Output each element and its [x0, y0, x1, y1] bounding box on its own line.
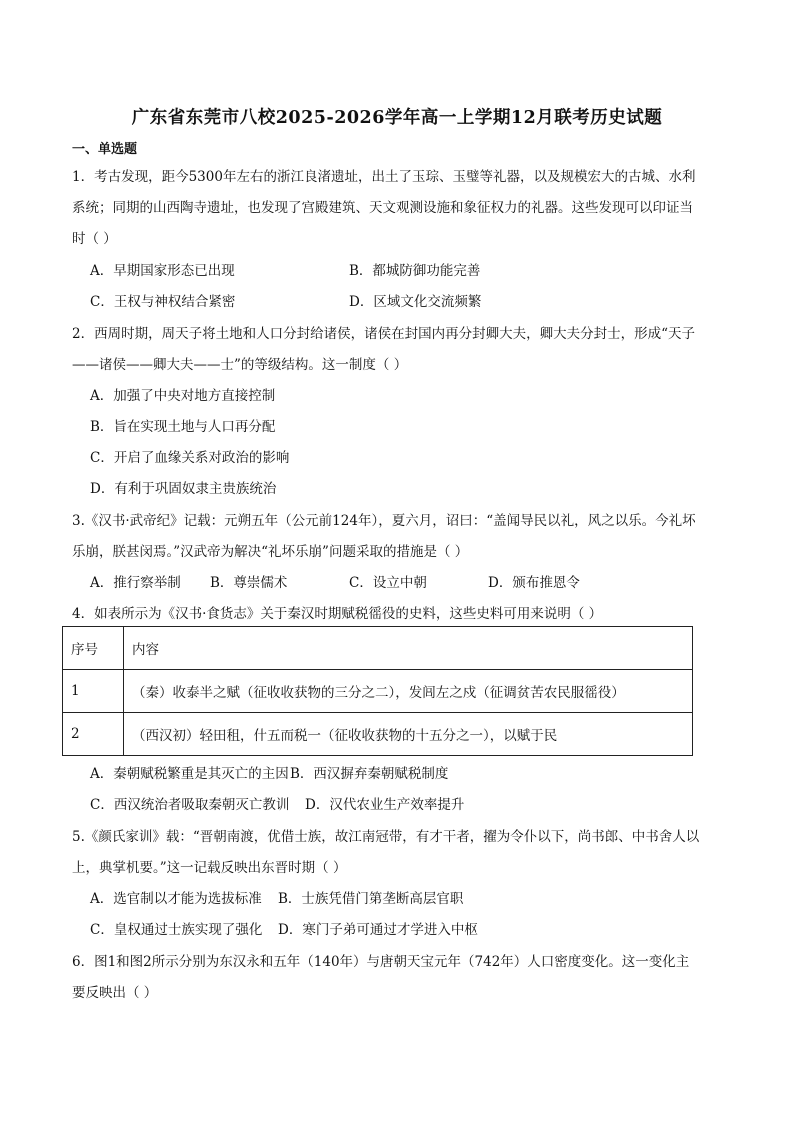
table-header-row: [63, 627, 693, 670]
q4-option-d[interactable]: D．汉代农业生产效率提升: [305, 797, 465, 813]
q3-option-b[interactable]: B．尊崇儒术: [210, 575, 288, 591]
q3-option-c[interactable]: C．设立中朝: [349, 575, 427, 591]
q1-option-b[interactable]: B．都城防御功能完善: [349, 263, 481, 279]
q1-option-d[interactable]: D．区域文化交流频繁: [349, 294, 482, 310]
table-cell: （秦）收泰半之赋（征收收获物的三分之二），发闾左之戍（征调贫苦农民服徭役）: [124, 670, 693, 713]
q2-option-a[interactable]: A．加强了中央对地方直接控制: [90, 388, 276, 404]
q6-stem-line-1: 6．图1和图2所示分别为东汉永和五年（140年）与唐朝天宝元年（742年）人口密度变化。这一变化主: [72, 954, 690, 970]
q4-option-b[interactable]: B．西汉摒弃秦朝赋税制度: [290, 766, 449, 782]
q2-stem-line-2: ——诸侯——卿大夫——士”的等级结构。这一制度（ ）: [72, 357, 408, 373]
q4-table: [62, 626, 693, 756]
q5-option-b[interactable]: B．士族凭借门第垄断高层官职: [278, 891, 464, 907]
q2-option-b[interactable]: B．旨在实现土地与人口再分配: [90, 419, 276, 435]
q5-option-a[interactable]: A．选官制以才能为选拔标准: [90, 891, 262, 907]
q1-option-a[interactable]: A．早期国家形态已出现: [90, 263, 235, 279]
table-header-cell: 内容: [124, 627, 693, 670]
q1-stem-line-1: 1．考古发现，距今5300年左右的浙江良渚遗址，出土了玉琮、玉璧等礼器，以及规模宏大的古城、水利: [72, 169, 696, 185]
q3-stem-line-1: 3.《汉书·武帝纪》记载：元朔五年（公元前124年），夏六月，诏曰：“盖闻导民以礼，风之以乐。今礼坏: [72, 513, 696, 529]
q1-stem-line-3: 时（ ）: [72, 231, 117, 247]
q5-stem-line-1: 5.《颜氏家训》载：“晋朝南渡，优借士族，故江南冠带，有才干者，擢为令仆以下，尚书郎、中书舍人以: [72, 829, 700, 845]
table-header-cell: 序号: [63, 627, 124, 670]
q2-option-c[interactable]: C．开启了血缘关系对政治的影响: [90, 450, 290, 466]
q4-stem-line-1: 4．如表所示为《汉书·食货志》关于秦汉时期赋税徭役的史料，这些史料可用来说明（ ）: [72, 606, 603, 622]
q1-stem-line-2: 系统；同期的山西陶寺遗址，也发现了宫殿建筑、天文观测设施和象征权力的礼器。这些发现可以印证当: [72, 200, 693, 216]
q4-option-c[interactable]: C．西汉统治者吸取秦朝灭亡教训: [90, 797, 290, 813]
q5-stem-line-2: 上，典掌机要。”这一记载反映出东晋时期（ ）: [72, 860, 347, 876]
table-row: [63, 713, 693, 756]
q5-option-d[interactable]: D．寒门子弟可通过才学进入中枢: [278, 922, 478, 938]
section-heading: 一、单选题: [72, 142, 138, 157]
table-cell: 2: [63, 713, 124, 756]
q4-option-a[interactable]: A．秦朝赋税繁重是其灭亡的主因: [90, 766, 289, 782]
q2-option-d[interactable]: D．有利于巩固奴隶主贵族统治: [90, 481, 277, 497]
q2-stem-line-1: 2．西周时期，周天子将土地和人口分封给诸侯，诸侯在封国内再分封卿大夫，卿大夫分封士，形成“天子: [72, 326, 695, 342]
q5-option-c[interactable]: C．皇权通过士族实现了强化: [90, 922, 263, 938]
exam-title: 广东省东莞市八校2025-2026学年高一上学期12月联考历史试题: [131, 108, 663, 128]
q6-stem-line-2: 要反映出（ ）: [72, 985, 158, 1001]
table-cell: 1: [63, 670, 124, 713]
q3-stem-line-2: 乐崩，朕甚闵焉。”汉武帝为解决“礼坏乐崩”问题采取的措施是（ ）: [72, 544, 469, 560]
q3-option-d[interactable]: D．颁布推恩令: [488, 575, 580, 591]
q3-option-a[interactable]: A．推行察举制: [90, 575, 181, 591]
table-cell: （西汉初）轻田租，什五而税一（征收收获物的十五分之一），以赋于民: [124, 713, 693, 756]
table-row: [63, 670, 693, 713]
q1-option-c[interactable]: C．王权与神权结合紧密: [90, 294, 236, 310]
